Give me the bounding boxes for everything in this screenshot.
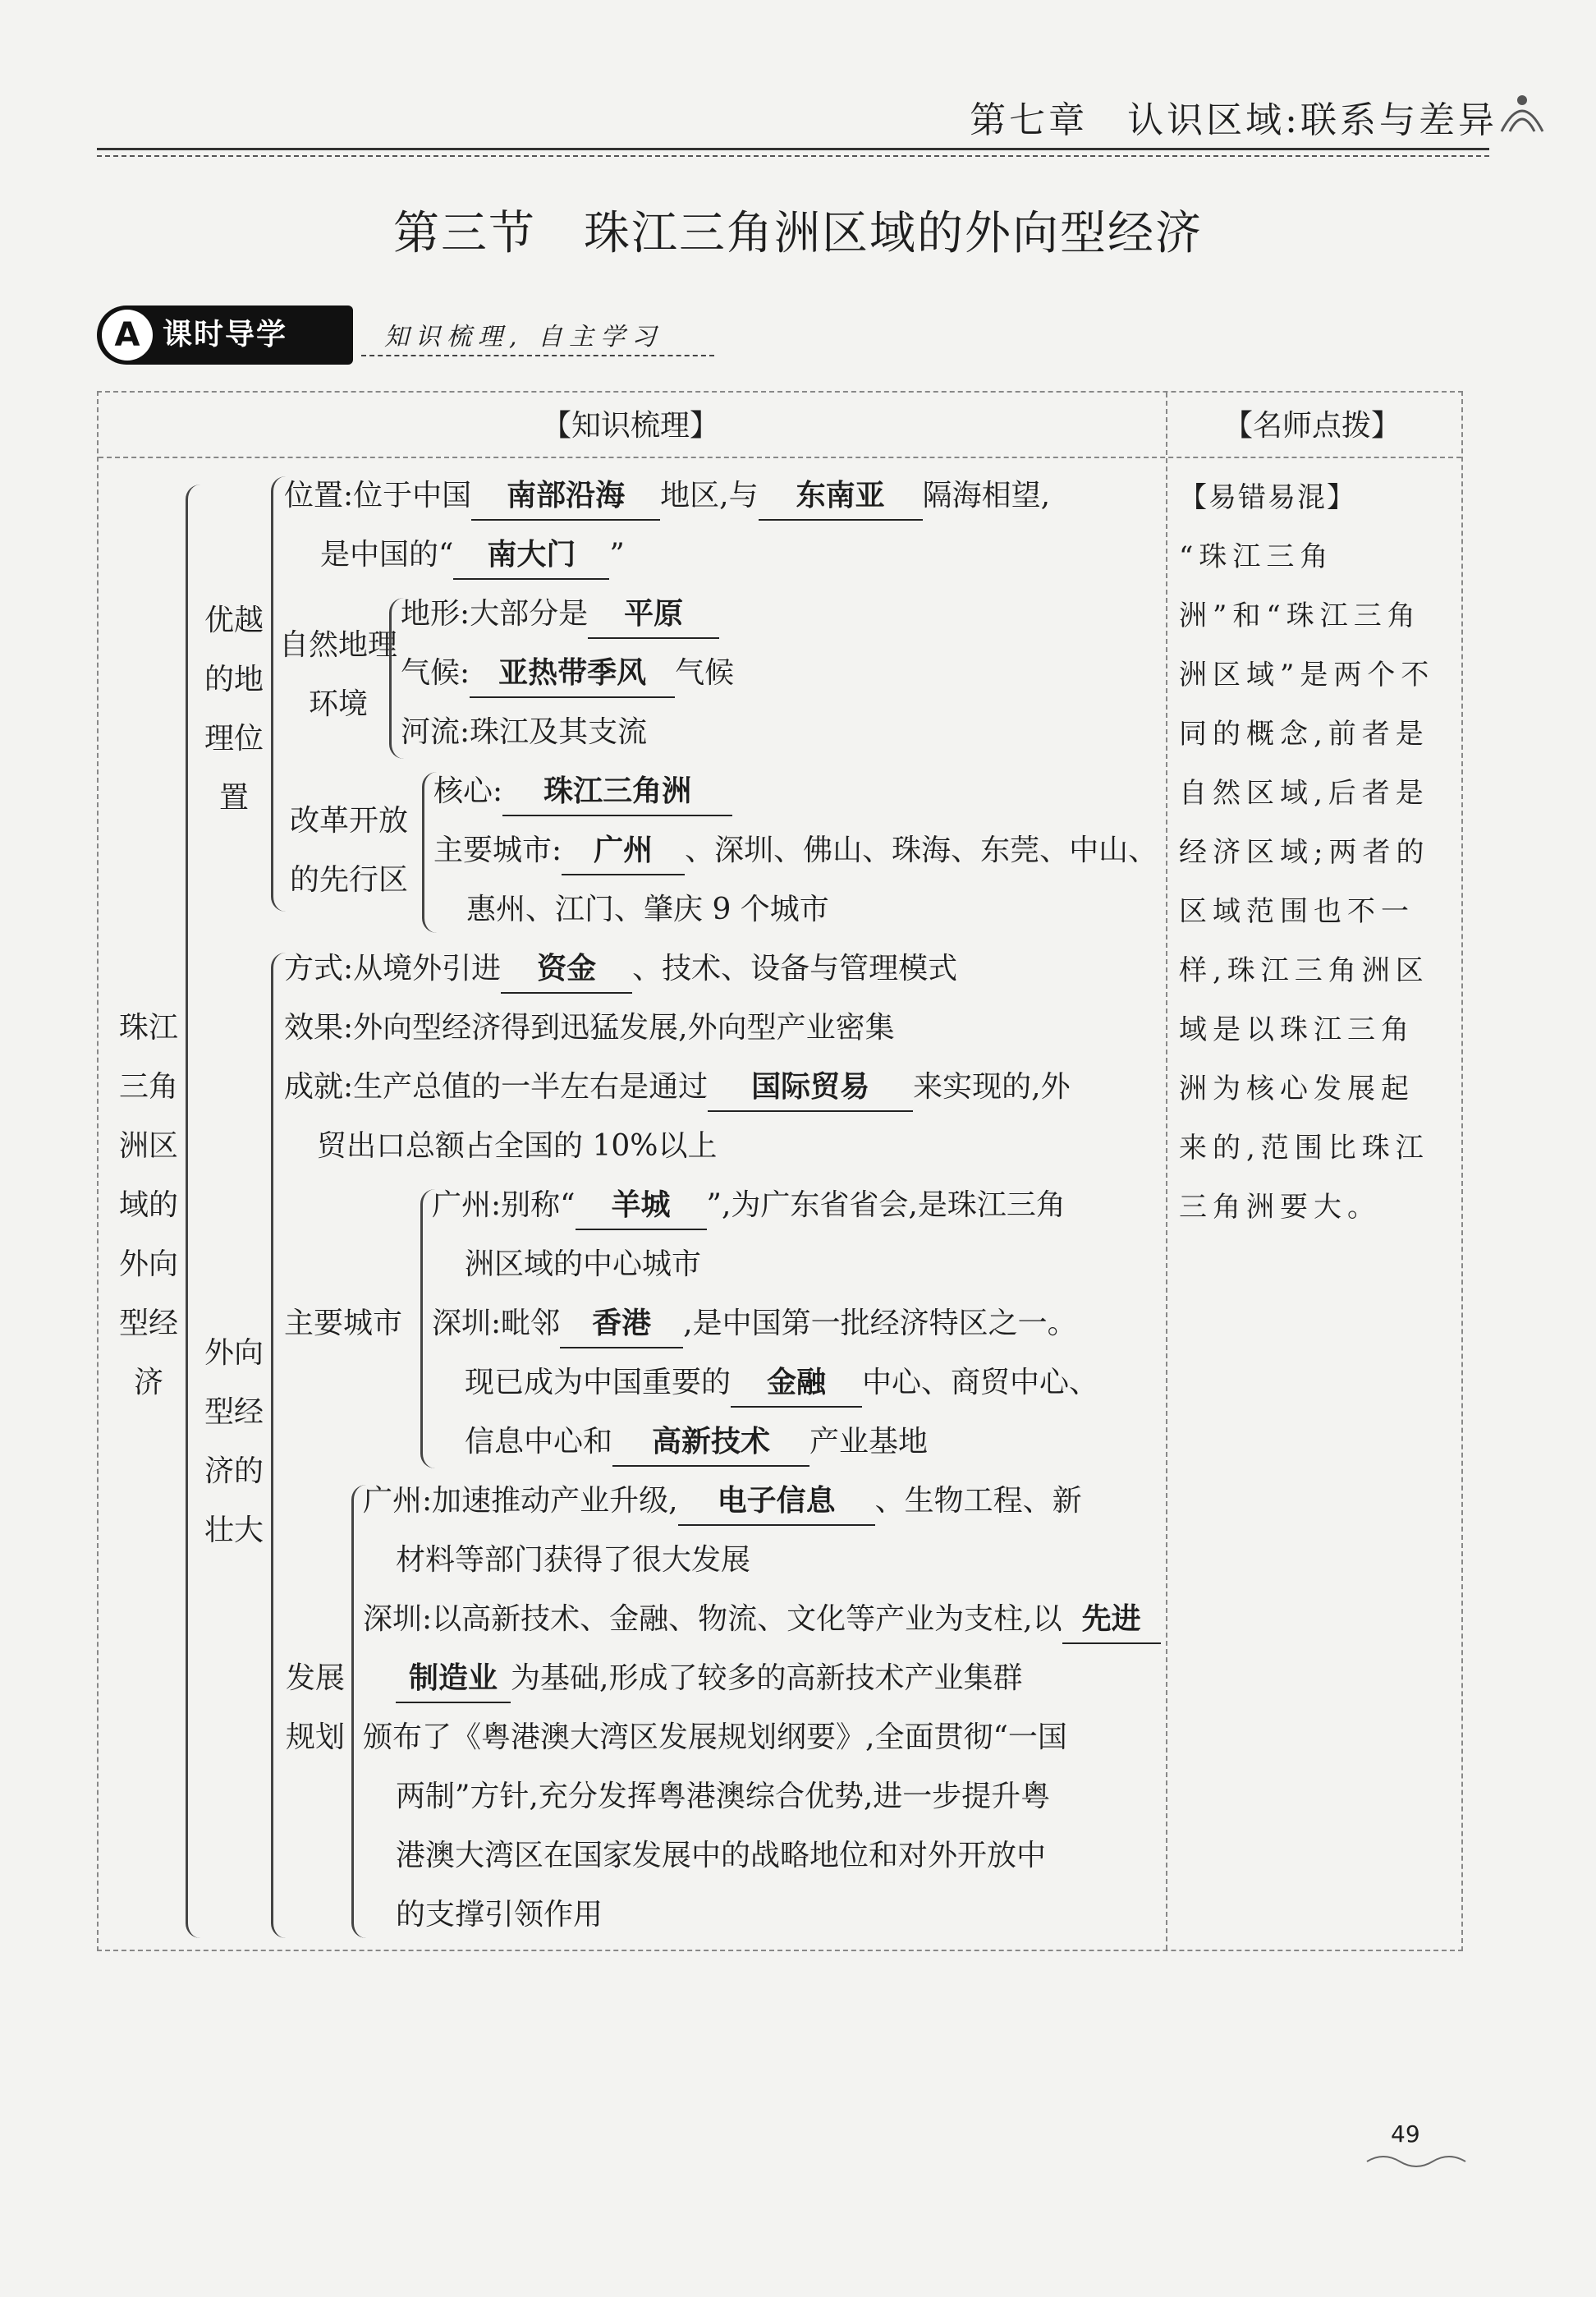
table-column-divider <box>1166 393 1167 1950</box>
banner-badge: A <box>102 310 153 361</box>
cities-line2: 惠州、江门、肇庆 9 个城市 <box>466 893 829 926</box>
banner-rule <box>361 355 714 356</box>
cities-line1: 主要城市: 广州 、深圳、佛山、珠海、东莞、中山、 <box>433 821 1158 880</box>
table-header-divider <box>99 457 1461 458</box>
blank-manufacturing[interactable]: 制造业 <box>396 1656 511 1703</box>
chapter-header: 第七章 认识区域:联系与差异 <box>970 99 1497 141</box>
sz-line2: 现已成为中国重要的 金融 中心、商贸中心、 <box>465 1353 1098 1413</box>
river-line: 河流:珠江及其支流 <box>401 715 648 749</box>
tip-body: “珠江三角洲”和“珠江三角洲区域”是两个不同的概念,前者是自然区域,后者是经济区域;两者的区域范围也不一样,珠江三角洲区域是以珠江三角洲为核心发展起来的,范围比珠江三角洲要大。 <box>1179 540 1435 1224</box>
sz-line3: 信息中心和 高新技术 产业基地 <box>465 1413 928 1472</box>
blank-electronic-info[interactable]: 电子信息 <box>678 1478 875 1526</box>
lesson-banner <box>97 306 353 365</box>
natural-label: 自然地理环境 <box>279 628 398 721</box>
sz-line1: 深圳:毗邻 香港 ,是中国第一批经济特区之一。 <box>432 1294 1077 1353</box>
plan-gba-line4: 的支撑引领作用 <box>396 1898 603 1932</box>
plan-sz-line1: 深圳:以高新技术、金融、物流、文化等产业为支柱,以 先进 <box>363 1590 1161 1649</box>
blank-capital[interactable]: 资金 <box>501 946 632 994</box>
section-title: 第三节 珠江三角洲区域的外向型经济 <box>393 207 1203 260</box>
main-cities-label: 主要城市 <box>284 1307 403 1340</box>
banner-subtitle: 知识梳理, 自主学习 <box>384 323 663 351</box>
blank-advanced[interactable]: 先进 <box>1062 1596 1161 1644</box>
branch1-label: 优越的地理位置 <box>204 604 264 815</box>
blank-high-tech[interactable]: 高新技术 <box>612 1419 809 1467</box>
tip-title: 【易错易混】 <box>1179 481 1356 514</box>
achievement-line2: 贸出口总额占全国的 10%以上 <box>317 1129 718 1163</box>
plan-gz-line2: 材料等部门获得了很大发展 <box>396 1543 751 1577</box>
plan-gba-line2: 两制”方针,充分发挥粤港澳综合优势,进一步提升粤 <box>396 1780 1051 1813</box>
core-line: 核心: 珠江三角洲 <box>433 762 732 821</box>
terrain-line: 地形:大部分是 平原 <box>401 585 719 644</box>
effect-line: 效果:外向型经济得到迅猛发展,外向型产业密集 <box>284 1011 895 1045</box>
header-ornament-icon <box>1497 82 1547 143</box>
gz-nickname-line1: 广州:别称“ 羊城 ”,为广东省省会,是珠江三角 <box>432 1176 1066 1235</box>
blank-south-gate[interactable]: 南大门 <box>453 532 609 580</box>
footer-ornament-icon <box>1363 2152 1470 2175</box>
plan-label: 发展规划 <box>285 1661 345 1754</box>
branch2-label: 外向型经济的壮大 <box>204 1336 264 1547</box>
blank-plain[interactable]: 平原 <box>588 591 719 639</box>
climate-line: 气候: 亚热带季风 气候 <box>401 644 734 703</box>
blank-subtropical-monsoon[interactable]: 亚热带季风 <box>470 650 675 698</box>
col-header-knowledge: 【知识梳理】 <box>542 409 720 443</box>
blank-ram-city[interactable]: 羊城 <box>576 1183 707 1230</box>
tip-box <box>1179 468 1442 1237</box>
header-rule <box>97 148 1489 150</box>
blank-guangzhou[interactable]: 广州 <box>562 828 685 875</box>
gz-nickname-line2: 洲区域的中心城市 <box>465 1247 702 1281</box>
blank-hong-kong[interactable]: 香港 <box>560 1301 683 1348</box>
banner-label: 课时导学 <box>163 318 288 351</box>
root-label: 珠江三角洲区域的外向型经济 <box>118 1011 178 1399</box>
blank-southeast-asia[interactable]: 东南亚 <box>759 473 923 521</box>
achievement-line1: 成就:生产总值的一半左右是通过 国际贸易 来实现的,外 <box>284 1058 1071 1117</box>
method-line: 方式:从境外引进 资金 、技术、设备与管理模式 <box>284 939 957 999</box>
blank-south-coast[interactable]: 南部沿海 <box>471 473 660 521</box>
location-line1: 位置:位于中国 南部沿海 地区,与 东南亚 隔海相望, <box>284 466 1050 526</box>
reform-label: 改革开放的先行区 <box>289 804 408 897</box>
plan-gba-line1: 颁布了《粤港澳大湾区发展规划纲要》,全面贯彻“一国 <box>363 1720 1067 1754</box>
blank-prd-core[interactable]: 珠江三角洲 <box>502 769 732 816</box>
blank-intl-trade[interactable]: 国际贸易 <box>708 1064 913 1112</box>
plan-sz-line2: 制造业 为基础,形成了较多的高新技术产业集群 <box>396 1649 1022 1708</box>
page-number: 49 <box>1391 2120 1420 2148</box>
plan-gz-line1: 广州:加速推动产业升级, 电子信息 、生物工程、新 <box>363 1472 1082 1531</box>
plan-gba-line3: 港澳大湾区在国家发展中的战略地位和对外开放中 <box>396 1839 1047 1872</box>
header-rule-dashed <box>97 155 1489 157</box>
blank-finance[interactable]: 金融 <box>731 1360 862 1408</box>
col-header-tips: 【名师点拨】 <box>1223 409 1401 443</box>
location-line2: 是中国的“ 南大门 ” <box>320 526 625 585</box>
